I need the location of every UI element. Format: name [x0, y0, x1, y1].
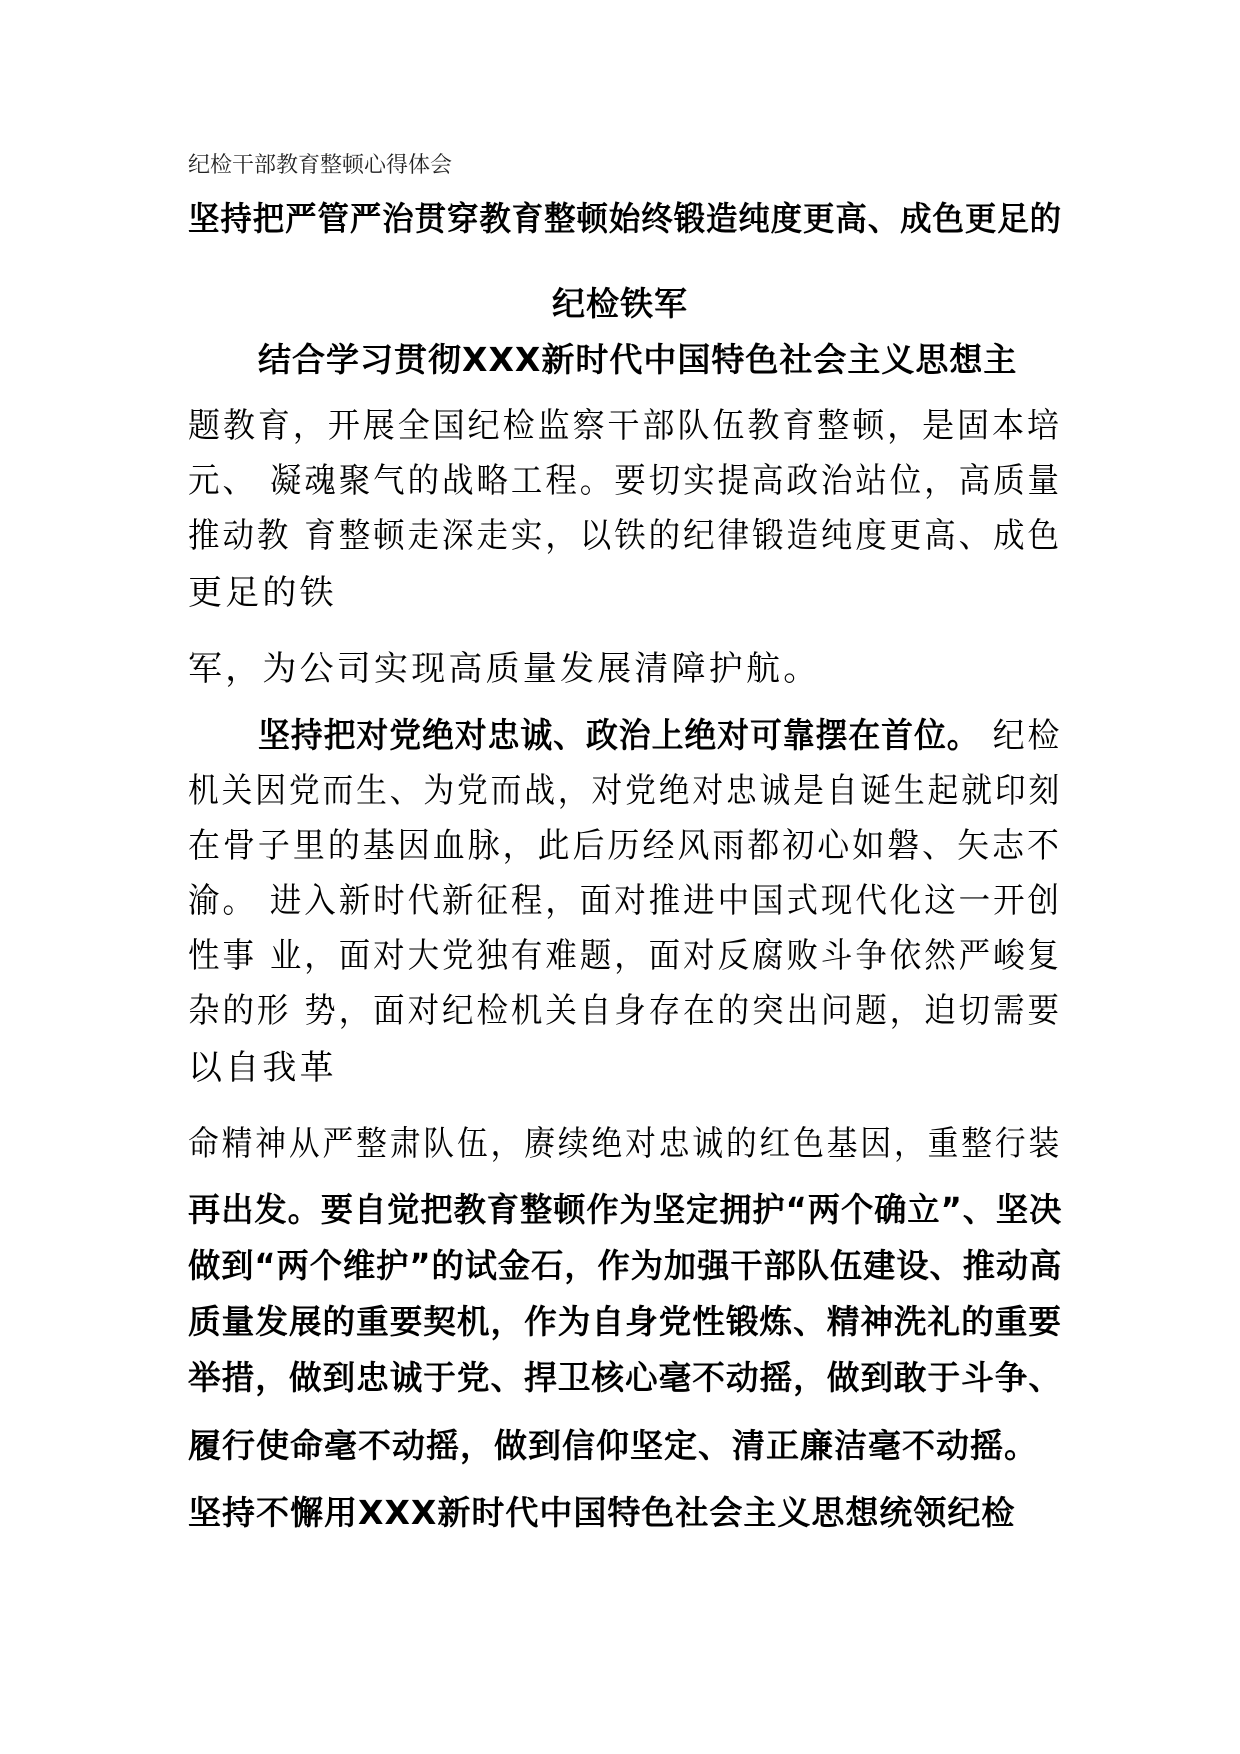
document-subtitle: 结合学习贯彻XXX新时代中国特色社会主义思想主 [258, 340, 1018, 379]
bold-paragraph-line: 举措，做到忠诚于党、捍卫核心毫不动摇，做到敢于斗争、 [188, 1358, 1063, 1397]
paragraph-line: 更足的铁 [188, 573, 337, 613]
paragraph-lead-tail: 纪检 [979, 716, 1063, 756]
bold-paragraph-line: 坚持不懈用XXX新时代中国特色社会主义思想统领纪检 [188, 1493, 1016, 1532]
document-title-line-1: 坚持把严管严治贯穿教育整顿始终锻造纯度更高、成色更足的 [188, 199, 1063, 238]
paragraph-lead-line [258, 708, 1062, 757]
paragraph-line: 命精神从严整肃队伍，赓续绝对忠诚的红色基因，重整行装 [188, 1124, 1063, 1164]
bold-paragraph-line: 履行使命毫不动摇，做到信仰坚定、清正廉洁毫不动摇。 [188, 1426, 1038, 1465]
paragraph-line: 渝。 进入新时代新征程，面对推进中国式现代化这一开创 [188, 881, 1062, 921]
paragraph-lead: 坚持把对党绝对忠诚、政治上绝对可靠摆在首位。 [258, 716, 980, 756]
paragraph-line: 性事 业，面对大党独有难题，面对反腐败斗争依然严峻复 [188, 936, 1062, 976]
bold-paragraph-line: 质量发展的重要契机，作为自身党性锻炼、精神洗礼的重要 [188, 1302, 1063, 1341]
paragraph-line: 杂的形 势，面对纪检机关自身存在的突出问题，迫切需要 [188, 991, 1062, 1031]
paragraph-line: 元、 凝魂聚气的战略工程。要切实提高政治站位，高质量 [188, 461, 1062, 501]
bold-paragraph-line: 再出发。要自觉把教育整顿作为坚定拥护“两个确立”、坚决 [188, 1190, 1063, 1229]
paragraph-line: 在骨子里的基因血脉，此后历经风雨都初心如磐、矢志不 [188, 826, 1063, 866]
paragraph-line: 以自我革 [188, 1048, 337, 1088]
bold-paragraph-line: 做到“两个维护”的试金石，作为加强干部队伍建设、推动高 [188, 1246, 1063, 1285]
paragraph-line: 军，为公司实现高质量发展清障护航。 [188, 649, 821, 689]
paragraph-line: 推动教 育整顿走深走实，以铁的纪律锻造纯度更高、成色 [188, 516, 1062, 556]
document-header: 纪检干部教育整顿心得体会 [188, 153, 453, 178]
paragraph-line: 机关因党而生、为党而战，对党绝对忠诚是自诞生起就印刻 [188, 771, 1063, 811]
document-title-line-2: 纪检铁军 [552, 284, 688, 323]
paragraph-line: 题教育，开展全国纪检监察干部队伍教育整顿，是固本培 [188, 406, 1063, 446]
